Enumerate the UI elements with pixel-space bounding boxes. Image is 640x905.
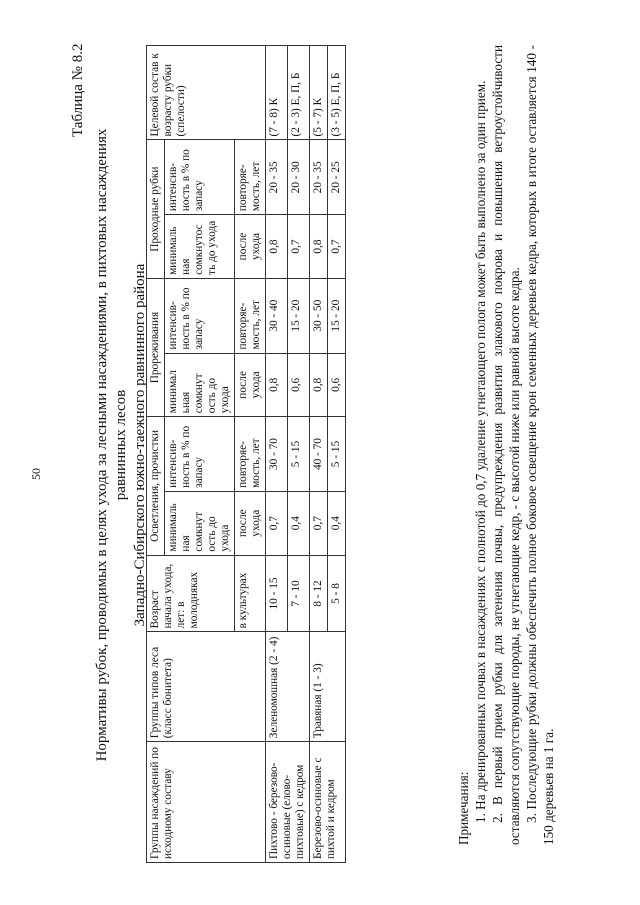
header-intensity: интенсив- ность в % по запасу	[165, 140, 235, 215]
header-forest-types: Группы типов леса (класс бонитета)	[147, 632, 266, 742]
header-lightening: Осветления, прочистки	[147, 417, 165, 555]
density-cell: 0,6	[288, 353, 310, 417]
density-cell: 0,7	[288, 215, 310, 279]
table-row	[310, 46, 328, 863]
intensity-cell: 20 - 35	[266, 140, 288, 215]
norms-table	[146, 45, 346, 863]
forest-type: Зеленомошная (2 - 4)	[266, 632, 310, 742]
intensity-cell: 40 - 70	[310, 417, 328, 492]
intensity-cell: 30 - 40	[266, 278, 288, 353]
intensity-cell: 5 - 15	[288, 417, 310, 492]
header-repeat: повторяе- мость, лет	[235, 417, 266, 492]
notes	[455, 45, 557, 845]
note-item: 3. Последующие рубки должны обеспечить полное боковое освещение крон семенных деревьев кедра, которых в итоге оставляется 140 - 150 деревьев на 1 га.	[524, 45, 556, 845]
density-cell: 0,8	[310, 215, 328, 279]
header-target: Целевой состав к возрасту рубки (спелости)	[147, 46, 266, 140]
age-cell: 10 - 15	[266, 555, 288, 632]
header-thinning: Прореживания	[147, 278, 165, 416]
page-number: 50	[29, 468, 43, 480]
intensity-cell: 20 - 30	[288, 140, 310, 215]
density-cell: 0,7	[310, 491, 328, 555]
header-age: Возраст начала ухода, лет: в молодняках	[147, 555, 235, 632]
intensity-cell: 15 - 20	[328, 278, 346, 353]
header-row	[147, 46, 165, 863]
header-intensity: интенсив- ность в % по запасу	[165, 278, 235, 353]
target-cell: (5 - 7) К	[310, 46, 328, 140]
title-line: Западно-Сибирского южно-таежного равнинного района	[132, 263, 148, 627]
target-cell: (3 - 5) Е, П, Б	[328, 46, 346, 140]
density-cell: 0,7	[328, 215, 346, 279]
header-repeat: повторяе- мость, лет	[235, 278, 266, 353]
table-number: Таблица № 8.2	[70, 43, 86, 137]
density-cell: 0,8	[310, 353, 328, 417]
group-name: Березово-осиновые с пихтой и кедром	[310, 742, 346, 863]
density-cell: 0,4	[328, 491, 346, 555]
header-age-cultures: в культурах	[235, 555, 266, 632]
intensity-cell: 5 - 15	[328, 417, 346, 492]
header-min-density: минимал ьная сомкнут ость до ухода	[165, 353, 235, 417]
density-cell: 0,4	[288, 491, 310, 555]
header-groups: Группы насаждений по исходному составу	[147, 742, 266, 863]
header-after-care: после ухода	[235, 491, 266, 555]
density-cell: 0,7	[266, 491, 288, 555]
table-title	[93, 95, 150, 795]
density-cell: 0,8	[266, 353, 288, 417]
intensity-cell: 15 - 20	[288, 278, 310, 353]
intensity-cell: 30 - 70	[266, 417, 288, 492]
note-item: 2. В первый прием рубки для затенения почвы, предупреждения развития злакового покрова и повышения ветроустойчивости оставляются сопутствующие породы, не угнетающие кедр, - с высотой ниже или равной высоте кедра.	[490, 45, 522, 845]
header-repeat: повторяе- мость, лет	[235, 140, 266, 215]
intensity-cell: 20 - 25	[328, 140, 346, 215]
density-cell: 0,6	[328, 353, 346, 417]
header-passage: Проходные рубки	[147, 140, 165, 278]
note-item: 1. На дренированных почвах в насаждениях с полнотой до 0,7 удаление угнетающего полога может быть выполнено за один прием.	[473, 80, 488, 823]
age-cell: 7 - 10	[288, 555, 310, 632]
forest-type: Травяная (1 - 3)	[310, 632, 346, 742]
table-row	[266, 46, 288, 863]
header-after-care: после ухода	[235, 215, 266, 279]
age-cell: 5 - 8	[328, 555, 346, 632]
intensity-cell: 30 - 50	[310, 278, 328, 353]
group-name: Пихтово - березово- осиновые (елово- пихтовые) с кедром	[266, 742, 310, 863]
density-cell: 0,8	[266, 215, 288, 279]
target-cell: (2 - 3) Е, П, Б	[288, 46, 310, 140]
header-min-density: минималь ная сомкнут ость до ухода	[165, 491, 235, 555]
notes-heading: Примечания:	[456, 771, 471, 845]
header-min-density: минималь ная сомкнутос ть до ухода	[165, 215, 235, 279]
age-cell: 8 - 12	[310, 555, 328, 632]
intensity-cell: 20 - 35	[310, 140, 328, 215]
target-cell: (7 - 8) К	[266, 46, 288, 140]
header-after-care: после ухода	[235, 353, 266, 417]
title-line: Нормативы рубок, проводимых в целях ухода за лесными насаждениями, в пихтовых насаждениях равнинных лесов	[94, 128, 129, 762]
header-intensity: интенсив- ность в % по запасу	[165, 417, 235, 492]
